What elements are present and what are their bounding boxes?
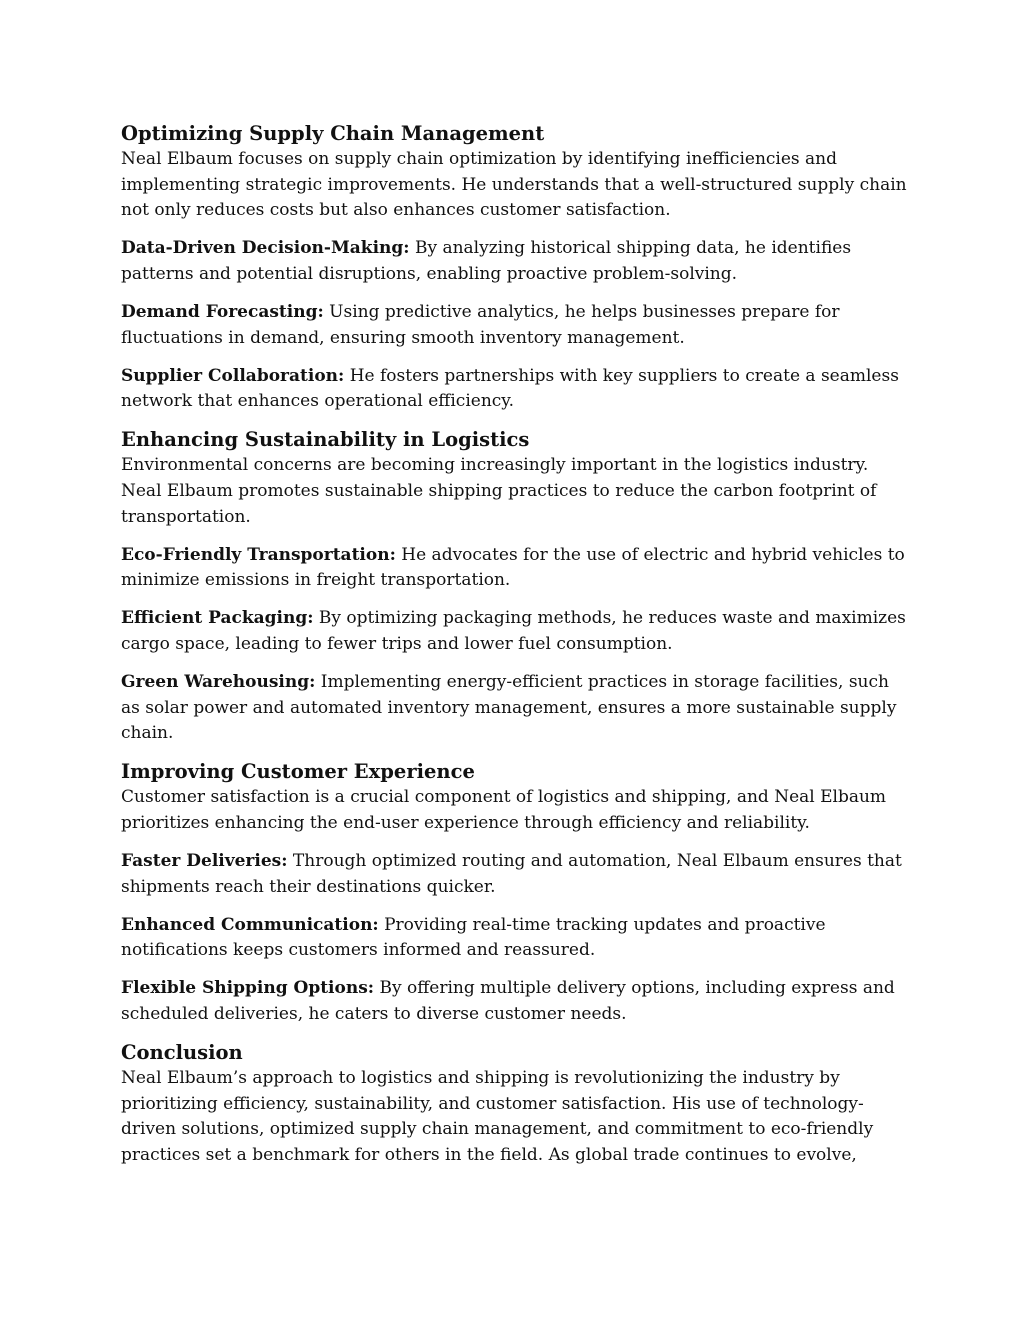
bullet-text: He advocates for the use of electric and hybrid vehicles to minimize emissions in freight transportation.	[121, 544, 905, 591]
bullet-paragraph	[121, 849, 911, 900]
bullet-label: Flexible Shipping Options:	[121, 978, 375, 999]
bullet-text: Using predictive analytics, he helps businesses prepare for fluctuations in demand, ensuring smooth inventory management.	[121, 301, 840, 348]
bullet-text: He fosters partnerships with key suppliers to create a seamless network that enhances operational efficiency.	[121, 365, 899, 412]
bullet-label: Eco-Friendly Transportation:	[121, 544, 396, 565]
section-intro: Customer satisfaction is a crucial component of logistics and shipping, and Neal Elbaum prioritizes enhancing the end-user experience through efficiency and reliability.	[121, 787, 887, 833]
bullet-label: Efficient Packaging:	[121, 608, 314, 629]
section-sustainability	[121, 427, 911, 746]
bullet-paragraph	[121, 364, 911, 415]
bullet-paragraph	[121, 606, 911, 657]
bullet-paragraph	[121, 300, 911, 351]
bullet-paragraph	[121, 976, 911, 1027]
section-intro: Environmental concerns are becoming increasingly important in the logistics industry. Neal Elbaum promotes sustainable shipping practices to reduce the carbon footprint of transportation.	[121, 455, 877, 527]
section-heading: Improving Customer Experience	[121, 760, 475, 784]
bullet-label: Demand Forecasting:	[121, 301, 324, 322]
bullet-paragraph	[121, 543, 911, 594]
bullet-text: By offering multiple delivery options, including express and scheduled deliveries, he caters to diverse customer needs.	[121, 978, 895, 1024]
bullet-label: Data-Driven Decision-Making:	[121, 238, 410, 259]
section-intro: Neal Elbaum focuses on supply chain optimization by identifying inefficiencies and implementing strategic improvements. He understands that a well-structured supply chain not only reduces costs but also enhances customer satisfaction.	[121, 149, 907, 221]
section-heading: Enhancing Sustainability in Logistics	[121, 428, 530, 452]
bullet-label: Green Warehousing:	[121, 672, 316, 692]
bullet-text: Providing real-time tracking updates and proactive notifications keeps customers informed and reassured.	[121, 914, 826, 961]
section-heading: Conclusion	[121, 1041, 243, 1065]
bullet-text: Through optimized routing and automation, Neal Elbaum ensures that shipments reach their destinations quicker.	[121, 850, 902, 897]
section-customer-experience	[121, 759, 911, 1027]
document-page	[121, 121, 911, 1168]
section-supply-chain	[121, 121, 911, 415]
bullet-paragraph	[121, 670, 911, 747]
section-heading: Optimizing Supply Chain Management	[121, 122, 545, 145]
bullet-label: Enhanced Communication:	[121, 914, 379, 935]
bullet-text: By optimizing packaging methods, he reduces waste and maximizes cargo space, leading to fewer trips and lower fuel consumption.	[121, 608, 906, 654]
bullet-paragraph	[121, 913, 911, 964]
bullet-text: Implementing energy-efficient practices in storage facilities, such as solar power and automated inventory management, ensures a more sustainable supply chain.	[121, 672, 897, 744]
bullet-text: By analyzing historical shipping data, he identifies patterns and potential disruptions, enabling proactive problem-solving.	[121, 238, 852, 284]
section-conclusion	[121, 1040, 911, 1168]
bullet-label: Supplier Collaboration:	[121, 365, 345, 386]
section-intro: Neal Elbaum’s approach to logistics and shipping is revolutionizing the industry by prioritizing efficiency, sustainability, and customer satisfaction. His use of technology-driven solutions, optimized supply chain management, and commitment to eco-friendly practices set a benchmark for others in the field. As global trade continues to evolve,	[121, 1068, 874, 1165]
bullet-paragraph	[121, 236, 911, 287]
bullet-label: Faster Deliveries:	[121, 850, 288, 871]
